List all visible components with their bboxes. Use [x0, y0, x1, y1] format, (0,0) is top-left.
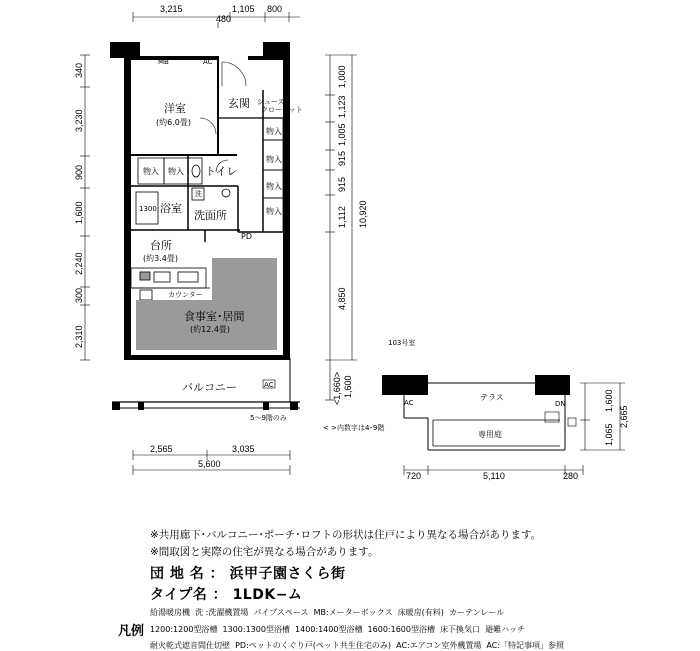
dim-top-2: 1,105: [232, 4, 255, 14]
room-balcony: バルコニー: [182, 381, 237, 394]
danchi-value: 浜甲子園さくら街: [229, 566, 346, 582]
label-ac-top: AC: [203, 58, 213, 66]
dim-left-3: 900: [74, 164, 84, 180]
label-dn: DN: [555, 400, 566, 408]
unit-103-plan: [382, 338, 629, 481]
dim-right-3: 1,005: [337, 123, 347, 146]
legend-1-5: 床暖房(有料): [397, 608, 444, 617]
type-value: 1LDK−ム: [232, 587, 303, 603]
bath-size: 1300: [139, 205, 157, 213]
legend-2-2: 1300:1300型浴槽: [222, 625, 290, 634]
type-label: タイプ名 ：: [150, 587, 228, 603]
type-row: [150, 584, 302, 604]
top-dimensions: [133, 4, 300, 28]
room-youshitsu: 洋室: [164, 102, 186, 115]
legend-1-2: 洗 :洗濯機置場: [195, 608, 249, 617]
dim-left-1: 340: [74, 62, 84, 78]
dim-right-2: 1,123: [337, 95, 347, 118]
left-dimensions: [74, 55, 90, 360]
dim-bottom-1: 2,565: [150, 444, 173, 454]
dim-bottom-total: 5,600: [198, 459, 221, 469]
room-washroom: 洗面所: [194, 209, 227, 222]
dim-top-3: 800: [267, 4, 283, 14]
legend-3-4: AC:「特記事項」参照: [486, 641, 565, 650]
dim-top-4: 480: [216, 14, 232, 24]
danchi-row: [150, 563, 346, 583]
room-ldk: 食事室･居間: [184, 310, 245, 323]
dim-top-1: 3,215: [160, 4, 183, 14]
closet-2: 物入: [266, 155, 282, 164]
dim-103-bottom-2: 5,110: [483, 471, 505, 481]
label-pd: PD: [241, 232, 252, 241]
label-ac-balcony: AC: [264, 381, 274, 389]
room-genkan: 玄関: [228, 97, 250, 110]
dim-right-balcony-alt: <1,660>: [332, 371, 342, 405]
wash-basin: [222, 189, 230, 197]
legend-1-1: 給湯暖房機: [150, 608, 190, 617]
dim-103-bottom-1: 720: [406, 471, 422, 481]
dim-103-right-2: 2,665: [619, 405, 629, 428]
room-ldk-size: (約12.4畳): [190, 325, 231, 334]
note-2: ※間取図と実際の住宅が異なる場合があります。: [150, 546, 379, 558]
legend-1-3: パイプスペース: [253, 608, 309, 617]
room-toilet: トイレ: [205, 165, 238, 178]
room-youshitsu-size: (約6.0畳): [156, 118, 191, 127]
dim-left-7: 2,310: [74, 325, 84, 348]
dim-left-2: 3,230: [74, 109, 84, 132]
legend-1-6: カーテンレール: [449, 608, 505, 617]
dim-right-4: 915: [337, 150, 347, 166]
inner-note: < >内数字は4･9階: [323, 424, 385, 432]
room-kitchen: 台所: [150, 239, 172, 252]
dim-103-right-3: 1,065: [604, 423, 614, 446]
dim-right-5: 915: [337, 176, 347, 192]
dim-103-right-1: 1,600: [604, 389, 614, 412]
legend-row-2: [150, 624, 525, 635]
label-ac-103: AC: [404, 399, 414, 407]
label-counter: カウンター: [168, 291, 203, 299]
legend-2-6: 避難ハッチ: [485, 625, 526, 634]
closet-3: 物入: [266, 182, 282, 191]
room-bath: 浴室: [160, 202, 182, 215]
dim-left-6: 300: [74, 287, 84, 303]
legend-title: 凡例: [118, 624, 145, 639]
dim-bottom-2: 3,035: [232, 444, 255, 454]
label-mb: MB: [158, 58, 169, 66]
legend-2-4: 1600:1600型浴槽: [367, 625, 435, 634]
danchi-label: 団 地 名 ：: [150, 566, 225, 582]
legend-row-3: [150, 640, 564, 651]
dim-103-bottom-3: 280: [563, 471, 579, 481]
legend-2-3: 1400:1400型浴槽: [295, 625, 363, 634]
room-terrace: テラス: [480, 393, 504, 402]
dim-right-total: 10,920: [358, 200, 368, 228]
legend-3-1: 耐火乾式遮音間仕切壁: [150, 641, 230, 650]
legend-3-2: PD:ペットのくぐり戸(ペット共生住宅のみ): [235, 641, 392, 650]
dim-right-1: 1,000: [337, 65, 347, 88]
dim-left-4: 1,600: [74, 201, 84, 224]
toilet-bowl: [192, 165, 200, 177]
room-kitchen-size: (約3.4畳): [143, 254, 178, 263]
room-closet: クローゼット: [261, 106, 303, 114]
floors-note: 5～9階のみ: [250, 414, 287, 422]
legend-3-3: AC:エアコン室外機置場: [396, 641, 482, 650]
dim-right-6: 1,112: [337, 206, 347, 228]
note-1: ※共用廊下･バルコニー･ポーチ･ロフトの形状は住戸により異なる場合があります。: [150, 529, 542, 541]
legend-row-1: [150, 607, 504, 618]
closet-6: 物入: [168, 167, 184, 176]
closet-5: 物入: [143, 167, 159, 176]
legend-1-4: MB:メーターボックス: [313, 608, 393, 617]
room-shoes: シューズ: [257, 98, 285, 106]
closet-4: 物入: [266, 207, 282, 216]
legend-2-1: 1200:1200型浴槽: [150, 625, 218, 634]
dim-right-7: 4,850: [337, 287, 347, 310]
dim-right-balcony: 1,600: [343, 375, 353, 398]
legend-2-5: 床下換気口: [440, 625, 481, 634]
closet-1: 物入: [266, 127, 282, 136]
wash-mark: 洗: [195, 190, 202, 198]
dim-left-5: 2,240: [74, 252, 84, 275]
right-dimensions: [325, 55, 368, 405]
room-garden: 専用庭: [478, 430, 502, 439]
unit-103-label: 103号室: [388, 339, 416, 347]
